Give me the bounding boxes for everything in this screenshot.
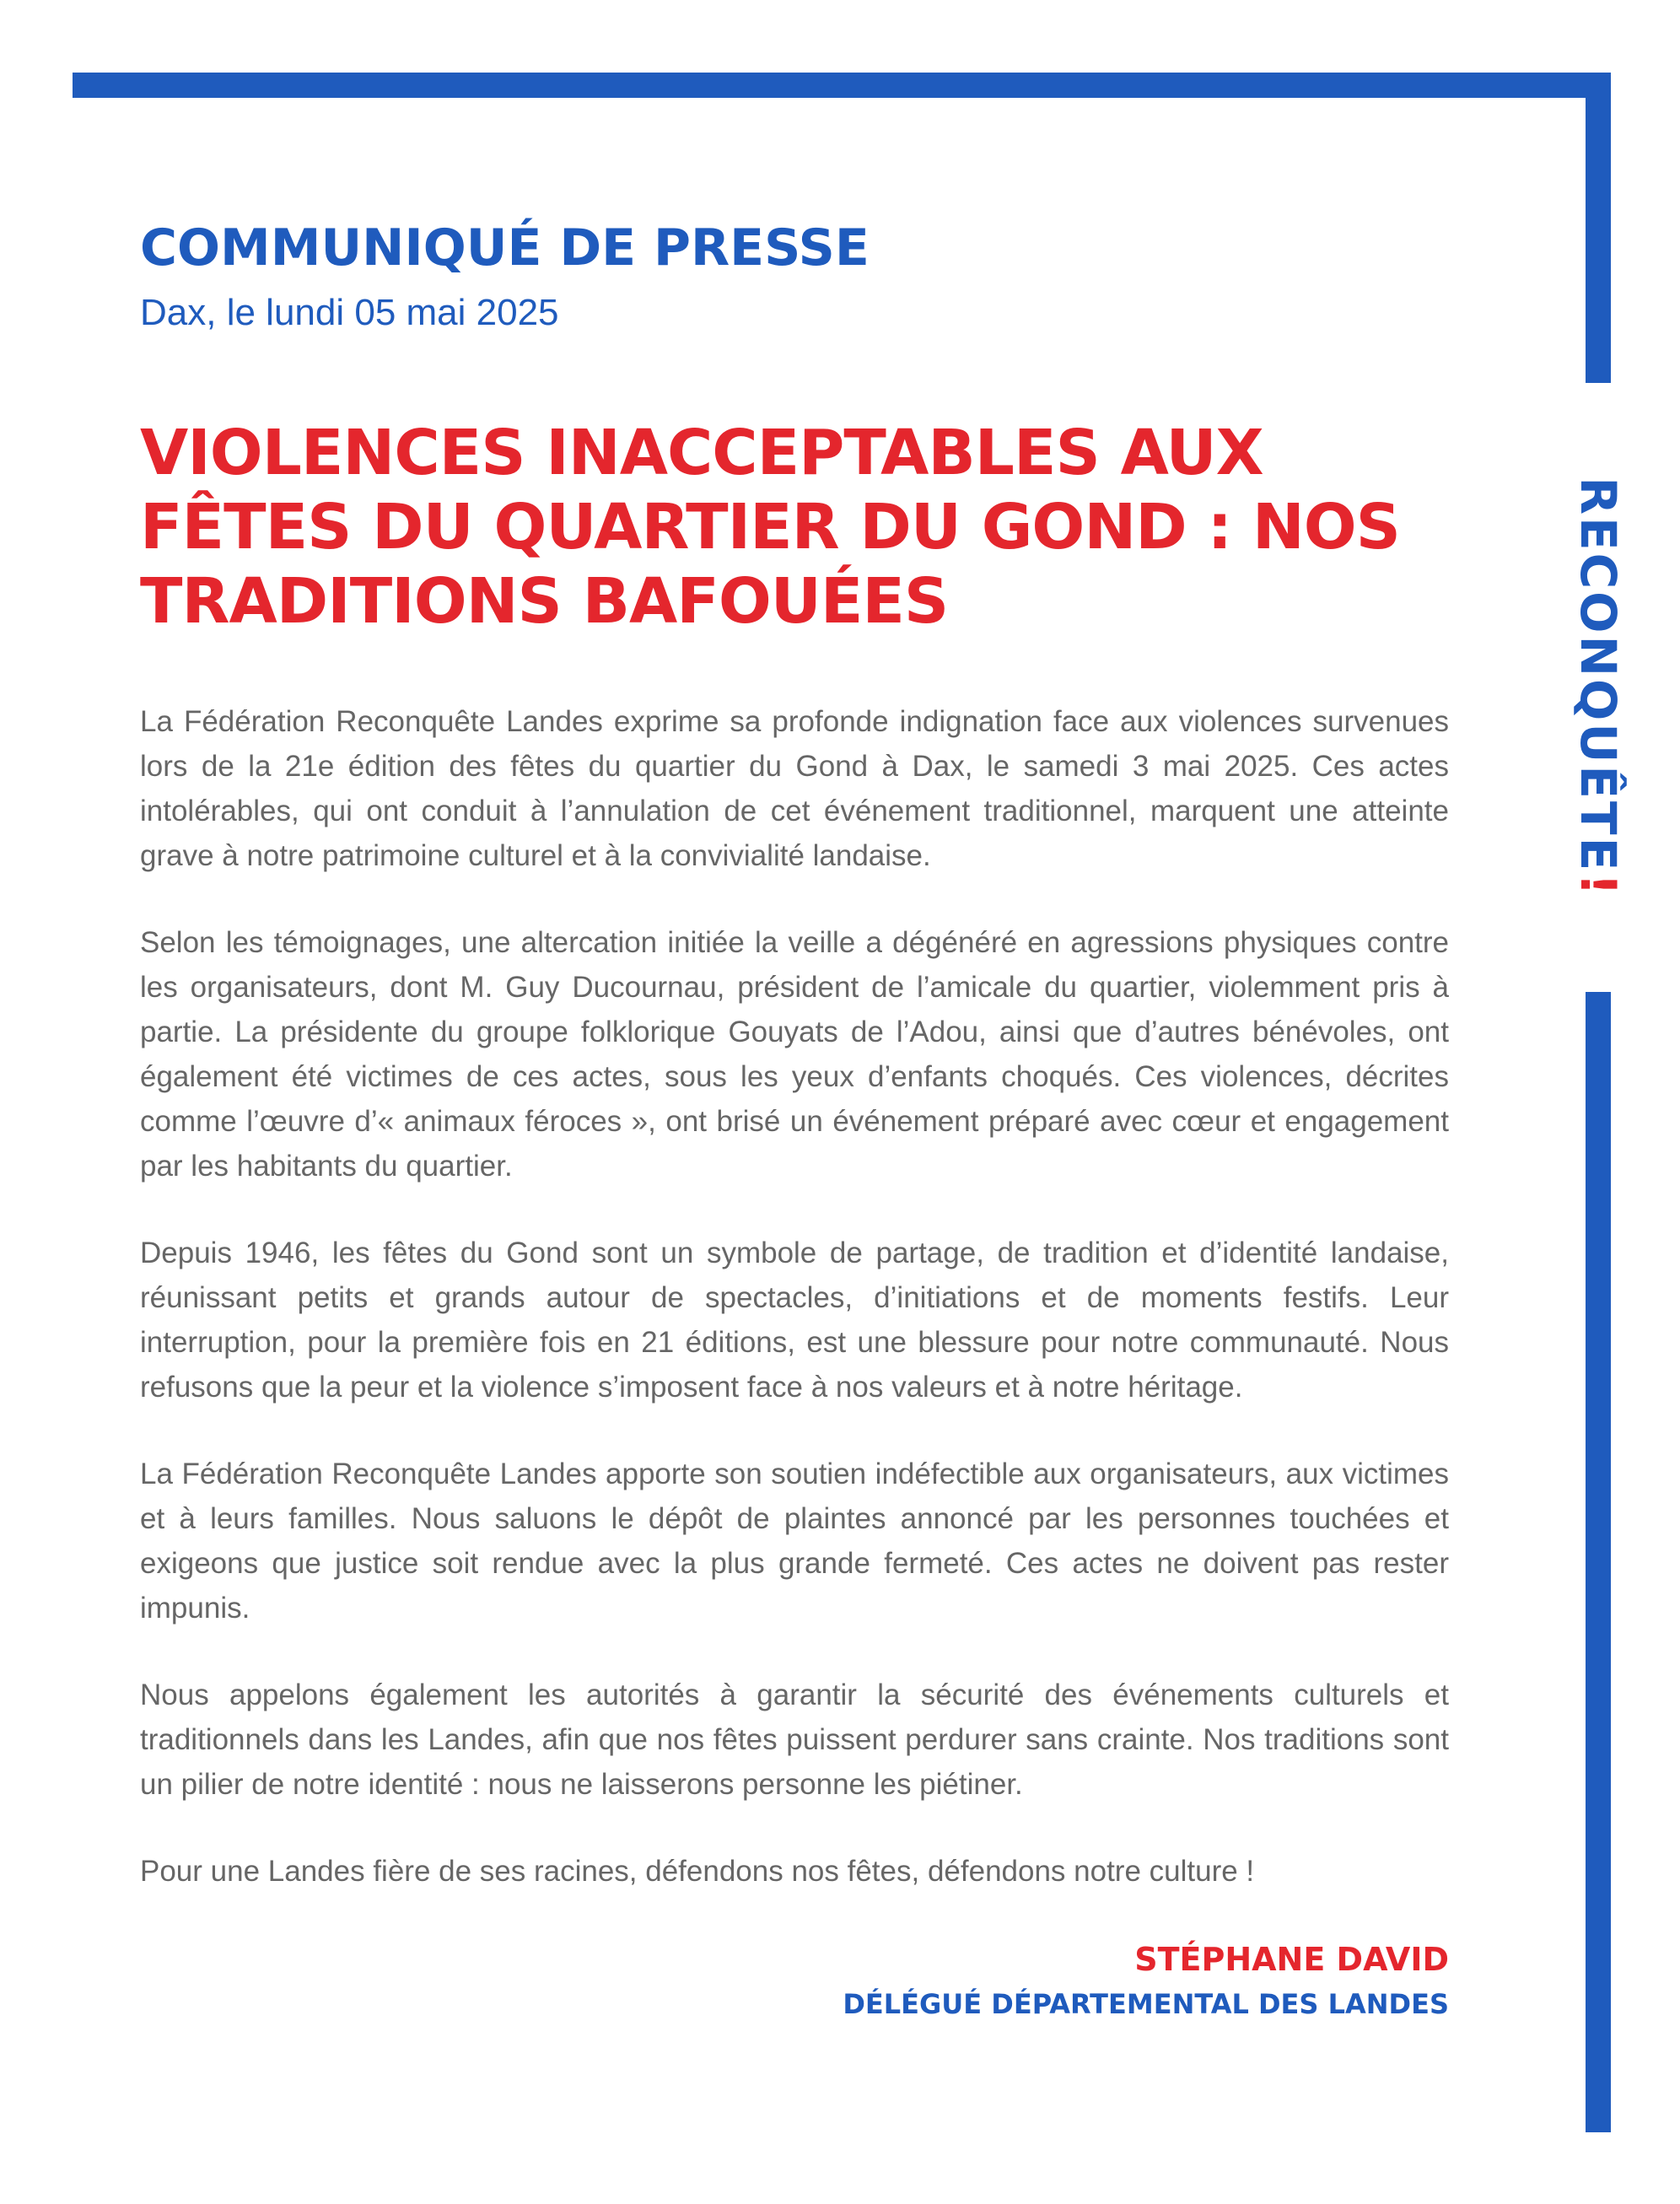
paragraph-6: Pour une Landes fière de ses racines, défendons nos fêtes, défendons notre culture !: [140, 1854, 1255, 1888]
logo-wordmark: RECONQUÊTE: [1570, 477, 1627, 874]
body-text: [140, 699, 1449, 1894]
signatory-role: DÉLÉGUÉ DÉPARTEMENTAL DES LANDES: [843, 1988, 1449, 2021]
paragraph-1: La Fédération Reconquête Landes exprime sa profonde indignation face aux violences survenues lors de la 21e édition des fêtes du quartier du Gond à Dax, le samedi 3 mai 2025. Ces actes intolérables, qui ont conduit à l’annulation de cet événement traditionnel, marquent une atteinte grave à notre patrimoine culturel et à la convivialité landaise.: [140, 704, 1449, 872]
headline: VIOLENCES INACCEPTABLES AUX FÊTES DU QUARTIER DU GOND : NOS TRADITIONS BAFOUÉES: [140, 416, 1400, 638]
press-release: [140, 219, 1449, 2023]
document-type-heading: COMMUNIQUÉ DE PRESSE: [140, 218, 870, 278]
paragraph-4: La Fédération Reconquête Landes apporte son soutien indéfectible aux organisateurs, aux victimes et à leurs familles. Nous saluons le dépôt de plaintes annoncé par les personnes touchées et exigeons que justice soit rendue avec la plus grande fermeté. Ces actes ne doivent pas rester impunis.: [140, 1457, 1449, 1625]
dateline: Dax, le lundi 05 mai 2025: [140, 292, 559, 333]
signature-block: [140, 1939, 1449, 2023]
right-frame-bar-upper: [1586, 73, 1611, 383]
logo-exclamation: !: [1570, 873, 1627, 898]
paragraph-2: Selon les témoignages, une altercation initiée la veille a dégénéré en agressions physiques contre les organisateurs, dont M. Guy Ducournau, président de l’amicale du quartier, violemment pris à partie. La présidente du groupe folklorique Gouyats de l’Adou, ainsi que d’autres bénévoles, ont également été victimes de ces actes, sous les yeux d’enfants choqués. Ces violences, décrites comme l’œuvre d’« animaux féroces », ont brisé un événement préparé avec cœur et engagement par les habitants du quartier.: [140, 925, 1449, 1183]
reconquete-logo: [1570, 477, 1627, 898]
paragraph-3: Depuis 1946, les fêtes du Gond sont un symbole de partage, de tradition et d’identité landaise, réunissant petits et grands autour de spectacles, d’initiations et de moments festifs. Leur interruption, pour la première fois en 21 éditions, est une blessure pour notre communauté. Nous refusons que la peur et la violence s’imposent face à nos valeurs et à notre héritage.: [140, 1236, 1449, 1404]
right-frame-bar-lower: [1586, 992, 1611, 2132]
top-frame-bar: [73, 73, 1611, 98]
signatory-name: STÉPHANE DAVID: [1134, 1940, 1449, 1978]
paragraph-5: Nous appelons également les autorités à garantir la sécurité des événements culturels et traditionnels dans les Landes, afin que nos fêtes puissent perdurer sans crainte. Nos traditions sont un pilier de notre identité : nous ne laisserons personne les piétiner.: [140, 1678, 1449, 1801]
